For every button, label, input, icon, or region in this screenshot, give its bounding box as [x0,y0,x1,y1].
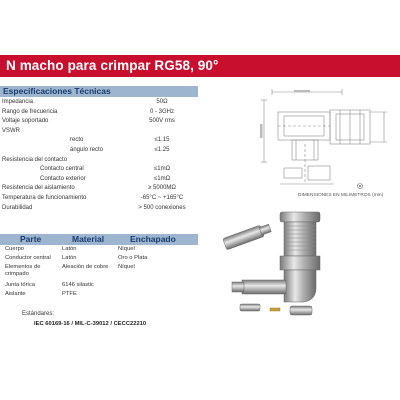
standards-value: IEC 60169-16 / MIL-C-39012 / CECC22210 [34,321,147,327]
spec-row [0,98,198,108]
dimensions-note: DIMENSIONES EN MILIMETROS (mm) [298,193,384,198]
materials-row [0,291,198,300]
spec-value: ≥ 5000MΩ [148,185,176,192]
spec-row [0,108,198,118]
spec-row [0,146,198,156]
materials-cell-material: 6146 silastic [62,282,94,288]
page-title: N macho para crimpar RG58, 90° [0,55,400,77]
materials-cell-part: Elementos de crimpado [5,264,41,277]
spec-row [0,184,198,194]
spec-label: Durabilidad [2,204,33,211]
materials-row [0,282,198,291]
spec-label: recto [70,137,84,144]
spec-label: Voltaje soportado [2,118,49,125]
materials-cell-part: Cuerpo [5,246,25,252]
materials-cell-plating: Oro o Plata [118,255,148,261]
materials-cell-part: Aislante [5,291,26,297]
materials-cell-material: PTFE [62,291,77,297]
spec-row [0,117,198,127]
materials-table-header [0,234,198,245]
materials-cell-part: Conductor central [5,255,51,261]
materials-row [0,246,198,255]
specs-table [0,98,198,213]
specs-section-header: Especificaciones Técnicas [0,86,198,97]
standards-label: Estándares: [22,311,55,317]
materials-row [0,255,198,264]
spec-label: Contacto exterior [40,175,86,182]
spec-row [0,136,198,146]
materials-cell-material: Aleación de cobre [62,264,109,270]
spec-value: 500V rms [149,118,175,125]
header-part: Parte [20,234,42,244]
materials-table [0,246,198,300]
spec-label: Resistencia del contacto [2,156,68,163]
spec-row [0,156,198,166]
spec-row [0,204,198,214]
spec-value: 50Ω [156,99,168,105]
spec-label: Impedancia [2,99,34,105]
spec-row [0,175,198,185]
materials-cell-part: Junta tórica [5,282,35,288]
materials-cell-plating: Níquel [118,264,135,270]
spec-row [0,194,198,204]
spec-label: VSWR [2,127,20,134]
spec-label: ángulo recto [70,146,104,153]
spec-label: Temperatura de funcionamiento [2,194,87,201]
spec-value: ≤1mΩ [153,175,171,182]
technical-drawing [212,82,394,192]
spec-label: Resistencia del aislamiento [2,185,75,192]
spec-value: ≤1mΩ [153,166,171,173]
materials-cell-plating: Níquel [118,246,135,252]
product-photo [218,208,378,318]
header-plating: Enchapado [130,234,176,244]
spec-value: > 500 conexiones [138,204,186,211]
header-material: Material [72,234,105,244]
spec-row [0,127,198,137]
spec-label: Rango de frecuencia [2,108,58,115]
materials-cell-material: Latón [62,255,77,261]
spec-value: ≤1.25 [154,146,170,153]
spec-value: -65°C ~ +165°C [140,194,184,201]
spec-row [0,165,198,175]
spec-value: ≤1.15 [154,137,170,144]
spec-value: 0 - 3GHz [149,108,174,115]
spec-label: Contacto central [40,166,84,173]
materials-cell-material: Latón [62,246,77,252]
materials-row [0,264,198,282]
